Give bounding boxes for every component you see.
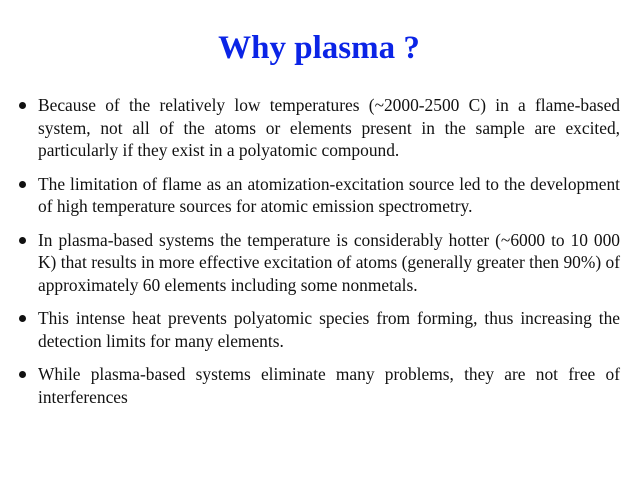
bullet-dot-icon xyxy=(19,102,26,109)
bullet-dot-icon xyxy=(19,371,26,378)
bullet-text: Because of the relatively low temperatures (~2000-2500 C) in a flame-based system, not all of the atoms or elements present in the sample are excited, particularly if they exist in a polyatomic compound. xyxy=(38,95,620,160)
bullet-text: While plasma-based systems eliminate many problems, they are not free of interferences xyxy=(38,364,620,407)
bullet-item xyxy=(18,363,620,408)
bullet-dot-icon xyxy=(19,181,26,188)
bullet-item xyxy=(18,94,620,162)
bullet-item xyxy=(18,307,620,352)
bullet-text: The limitation of flame as an atomization-excitation source led to the development of high temperature sources for atomic emission spectrometry. xyxy=(38,173,620,216)
bullet-text: This intense heat prevents polyatomic species from forming, thus increasing the detection limits for many elements. xyxy=(38,308,620,351)
bullet-item xyxy=(18,173,620,218)
bullet-item xyxy=(18,229,620,297)
bullet-dot-icon xyxy=(19,237,26,244)
bullet-dot-icon xyxy=(19,315,26,322)
slide-title: Why plasma ? xyxy=(218,30,420,66)
bullet-text: In plasma-based systems the temperature is considerably hotter (~6000 to 10 000 K) that results in more effective excitation of atoms (generally greater then 90%) of approximately 60 elements including some nonmetals. xyxy=(38,229,620,295)
bullet-list xyxy=(18,94,620,419)
